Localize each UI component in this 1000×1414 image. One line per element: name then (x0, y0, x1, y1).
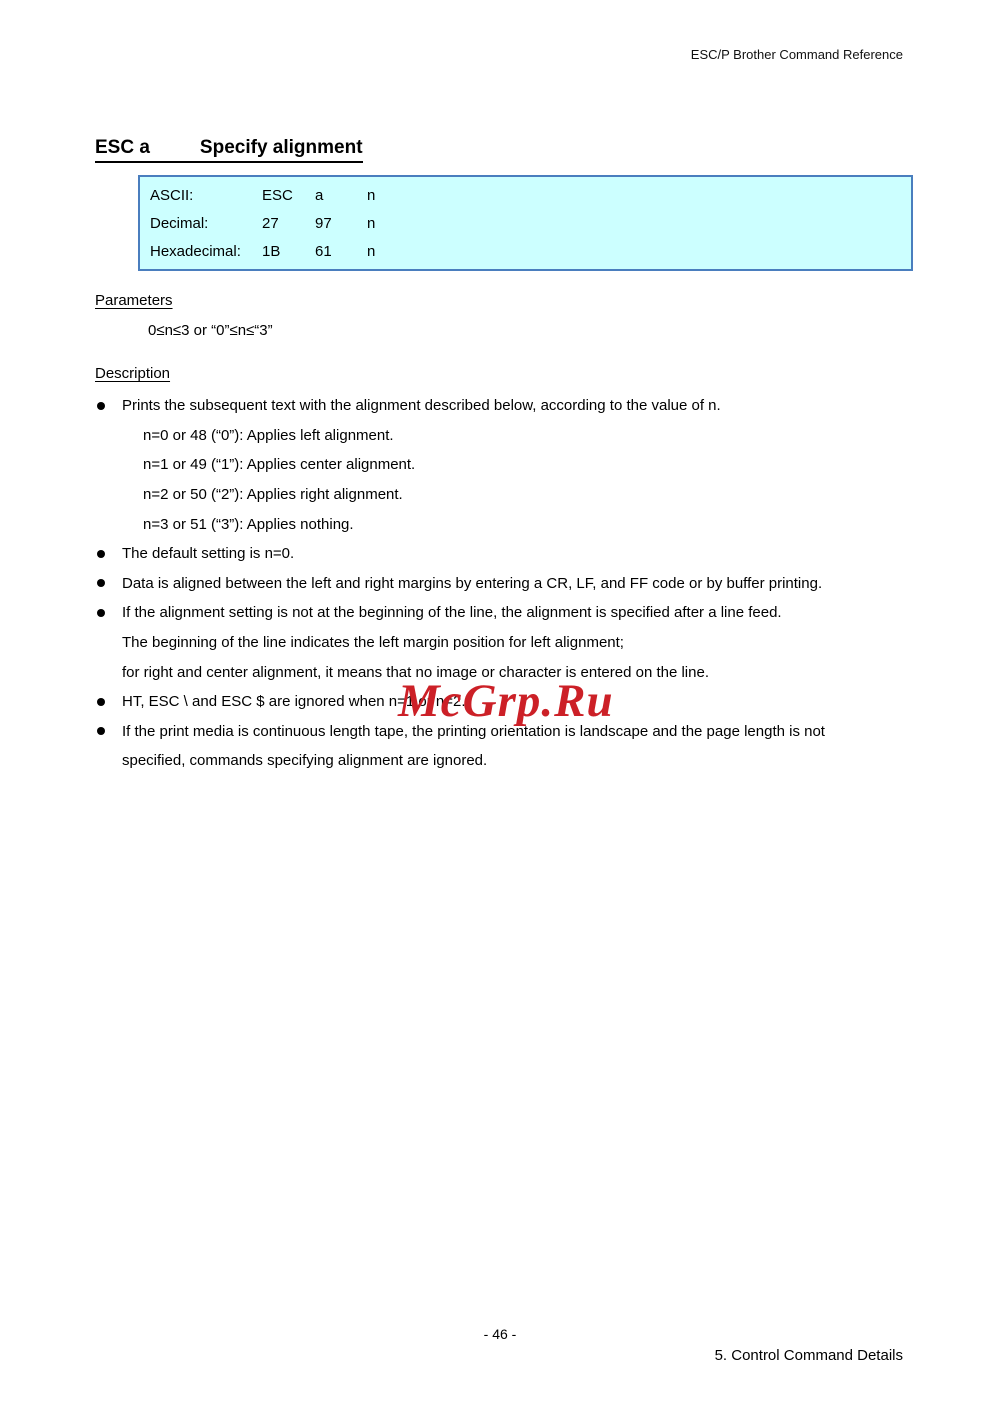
row-cell: 61 (315, 242, 332, 260)
bullet-marker (97, 402, 105, 410)
row-label: Decimal: (150, 214, 209, 232)
list-subitem (95, 480, 955, 510)
row-cell: 27 (262, 214, 279, 232)
description-list (95, 391, 955, 776)
table-row-hexadecimal (140, 243, 911, 260)
footer-page-number: - 46 - (483, 1326, 517, 1342)
list-item (95, 717, 955, 747)
row-cell: ESC (262, 186, 293, 204)
list-item-text: n=3 or 51 (“3”): Applies nothing. (143, 515, 354, 533)
row-cell: a (315, 186, 324, 204)
list-item-text: Data is aligned between the left and right margins by entering a CR, LF, and FF code or by buffer printing. (122, 574, 823, 592)
list-item-continuation (95, 628, 955, 658)
list-item-text: HT, ESC \ and ESC $ are ignored when n=1 or n=2. (122, 693, 466, 711)
list-item-continuation (95, 746, 955, 776)
list-item (95, 539, 955, 569)
list-item-text: n=1 or 49 (“1”): Applies center alignment. (143, 456, 416, 474)
list-item (95, 687, 955, 717)
list-subitem (95, 421, 955, 451)
command-code: ESC a (95, 137, 150, 158)
parameters-value: 0≤n≤3 or “0”≤n≤“3” (148, 322, 273, 339)
list-item-text: Prints the subsequent text with the alignment described below, according to the value of n. (122, 397, 721, 415)
bullet-marker (97, 727, 105, 735)
list-item (95, 569, 955, 599)
bullet-marker (97, 698, 105, 706)
bullet-marker (97, 579, 105, 587)
list-item-text: The beginning of the line indicates the left margin position for left alignment; (122, 634, 624, 652)
list-item (95, 391, 955, 421)
row-cell: n (367, 214, 376, 232)
row-cell: n (367, 186, 376, 204)
row-label: ASCII: (150, 186, 194, 204)
list-subitem (95, 509, 955, 539)
bullet-marker (97, 609, 105, 617)
command-title-underline (95, 137, 363, 163)
site-watermark: McGrp.Ru (398, 675, 614, 727)
parameters-heading: Parameters (95, 292, 173, 309)
command-name: Specify alignment (199, 137, 363, 158)
list-item-text: n=2 or 50 (“2”): Applies right alignment. (143, 486, 403, 504)
header-reference-title: ESC/P Brother Command Reference (690, 47, 903, 62)
row-cell: n (367, 242, 376, 260)
command-code-table (138, 175, 913, 271)
list-item-text: n=0 or 48 (“0”): Applies left alignment. (143, 426, 394, 444)
list-item-text: If the alignment setting is not at the beginning of the line, the alignment is specified after a line feed. (122, 604, 782, 622)
list-item-text: for right and center alignment, it means that no image or character is entered on the line. (122, 663, 709, 681)
list-item (95, 598, 955, 628)
table-row-decimal (140, 215, 911, 232)
list-item-text: If the print media is continuous length tape, the printing orientation is landscape and the page length is not (122, 722, 825, 740)
description-heading: Description (95, 365, 171, 382)
row-cell: 97 (315, 214, 332, 232)
row-cell: 1B (262, 242, 281, 260)
command-title (95, 137, 363, 163)
row-label: Hexadecimal: (150, 242, 241, 260)
footer-section-title: 5. Control Command Details (714, 1347, 903, 1364)
list-subitem (95, 450, 955, 480)
list-item-continuation (95, 657, 955, 687)
list-item-text: The default setting is n=0. (122, 545, 295, 563)
bullet-marker (97, 550, 105, 558)
table-row-ascii (140, 187, 911, 204)
list-item-text: specified, commands specifying alignment are ignored. (122, 752, 488, 770)
